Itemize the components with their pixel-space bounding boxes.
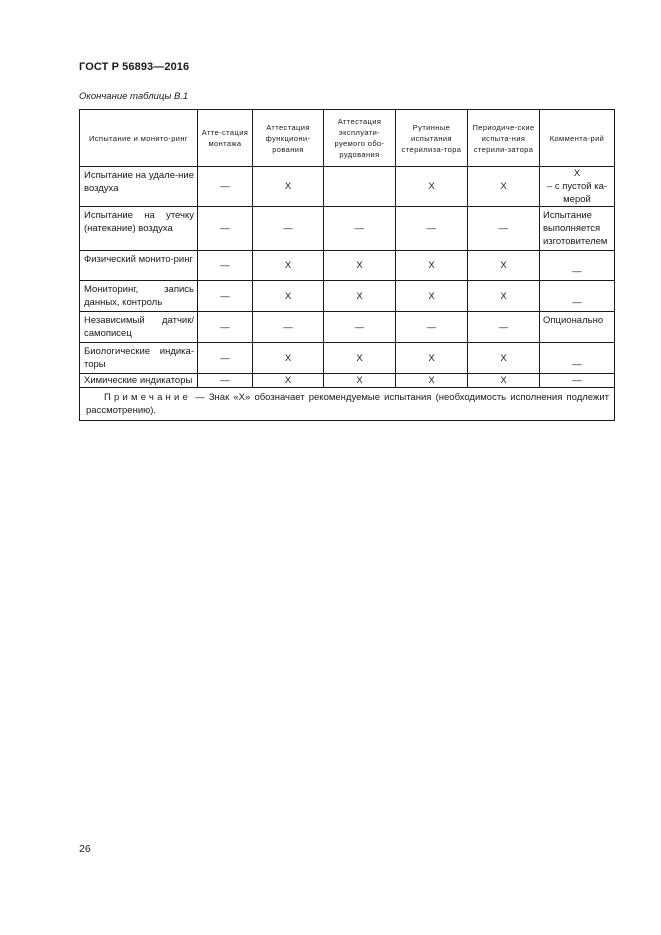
tests-table	[79, 109, 615, 421]
table-note-row	[80, 388, 615, 421]
table-row	[80, 281, 615, 312]
cell-mark: X	[396, 251, 468, 281]
cell-comment	[540, 207, 615, 251]
cell-mark: X	[396, 374, 468, 388]
cell-mark: X	[253, 281, 324, 312]
cell-mark: —	[253, 312, 324, 343]
cell-mark: —	[198, 374, 253, 388]
cell-mark	[324, 167, 396, 207]
row-label: Физический монито-ринг	[80, 251, 198, 281]
cell-mark: X	[324, 343, 396, 374]
col-header-operational-qualification: Аттестация функциони-рования	[253, 110, 324, 167]
row-label: Независимый датчик/ самописец	[80, 312, 198, 343]
table-row	[80, 167, 615, 207]
cell-comment: —	[540, 281, 615, 312]
cell-mark: —	[198, 281, 253, 312]
comment-line: мерой	[563, 194, 591, 205]
comment-line: – с пустой ка-	[546, 181, 608, 192]
table-row	[80, 374, 615, 388]
col-header-test: Испытание и монито-ринг	[80, 110, 198, 167]
cell-comment: Опционально	[540, 312, 615, 343]
cell-mark: —	[253, 207, 324, 251]
table-row	[80, 251, 615, 281]
cell-mark: X	[253, 343, 324, 374]
cell-mark: —	[396, 207, 468, 251]
col-header-comment: Коммента-рий	[540, 110, 615, 167]
comment-line: изготовителем	[543, 236, 608, 247]
cell-mark: X	[468, 251, 540, 281]
note-label: Примечание	[104, 392, 191, 403]
page-number: 26	[79, 843, 91, 855]
cell-mark: X	[396, 343, 468, 374]
cell-comment: —	[540, 374, 615, 388]
cell-mark: X	[396, 167, 468, 207]
col-header-periodic-tests: Периодиче-ские испыта-ния стерили-затора	[468, 110, 540, 167]
cell-mark: X	[468, 281, 540, 312]
cell-mark: —	[324, 312, 396, 343]
cell-mark: —	[198, 207, 253, 251]
cell-mark: X	[324, 281, 396, 312]
comment-line: X	[573, 168, 581, 179]
cell-mark: X	[253, 374, 324, 388]
col-header-routine-tests: Рутинные испытания стерилиза-тора	[396, 110, 468, 167]
cell-mark: —	[324, 207, 396, 251]
cell-comment: —	[540, 343, 615, 374]
cell-comment: —	[540, 251, 615, 281]
col-header-performance-qualification: Аттестация эксплуати-руемого обо-рудования	[324, 110, 396, 167]
row-label: Биологические индика-торы	[80, 343, 198, 374]
row-label: Химические индикаторы	[80, 374, 198, 388]
table-header-row	[80, 110, 615, 167]
cell-mark: —	[468, 207, 540, 251]
row-label: Испытание на удале-ние воздуха	[80, 167, 198, 207]
table-row	[80, 312, 615, 343]
table-caption: Окончание таблицы В.1	[79, 91, 189, 102]
table-row	[80, 343, 615, 374]
row-label: Мониторинг, запись данных, контроль	[80, 281, 198, 312]
cell-mark: —	[198, 343, 253, 374]
cell-mark: —	[198, 167, 253, 207]
cell-mark: —	[198, 312, 253, 343]
col-header-installation-qualification: Атте-стация монтажа	[198, 110, 253, 167]
cell-mark: —	[198, 251, 253, 281]
note-text: — Знак «X» обозначает рекомендуемые испытания (необходимость исполнения подлежит рассмотрению).	[86, 392, 609, 416]
document-code: ГОСТ Р 56893—2016	[79, 61, 190, 73]
cell-mark: X	[253, 167, 324, 207]
comment-line: выполняется	[543, 223, 601, 234]
comment-line: Испытание	[543, 210, 592, 221]
cell-comment	[540, 167, 615, 207]
cell-mark: —	[396, 312, 468, 343]
cell-mark: X	[468, 343, 540, 374]
cell-mark: X	[253, 251, 324, 281]
table-note	[80, 388, 615, 421]
table-row	[80, 207, 615, 251]
cell-mark: X	[324, 251, 396, 281]
cell-mark: X	[468, 374, 540, 388]
cell-mark: X	[468, 167, 540, 207]
cell-mark: X	[396, 281, 468, 312]
cell-mark: X	[324, 374, 396, 388]
row-label: Испытание на утечку (натекание) воздуха	[80, 207, 198, 251]
cell-mark: —	[468, 312, 540, 343]
